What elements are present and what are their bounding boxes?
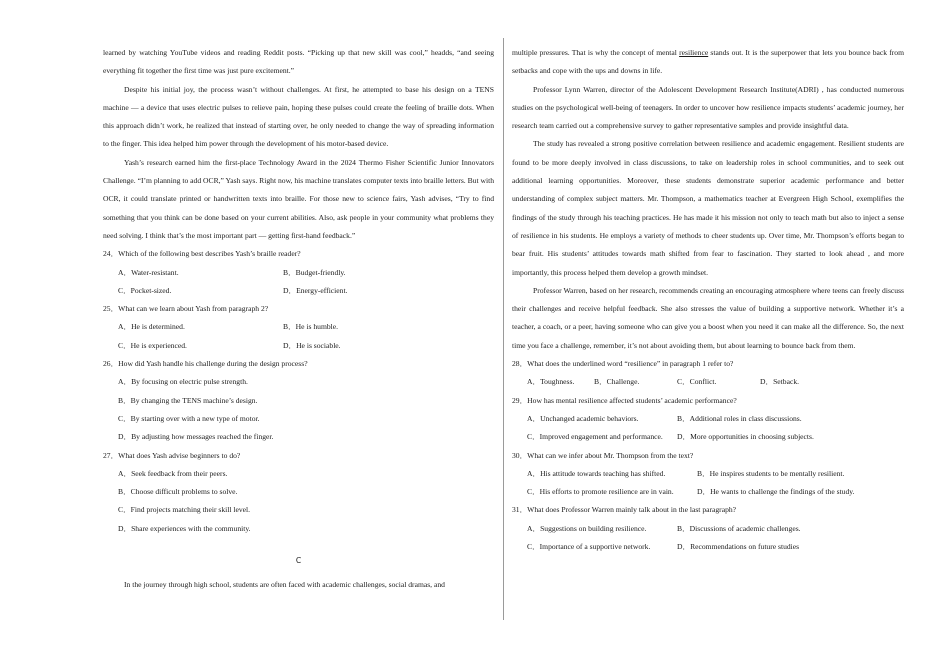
question-stem: 30．What can we infer about Mr. Thompson from the text? bbox=[512, 450, 694, 460]
question-stem: 29．How has mental resilience affected students’ academic performance? bbox=[512, 395, 737, 405]
paragraph: Yash’s research earned him the first-place Technology Award in the 2024 Thermo Fisher Scientific Junior Innovators Challenge. “I’m planning to add OCR,” Yash says. Right now, his machine translates computer texts into braille letters. But with OCR, it could translate printed or handwritten texts into braille. For those new to science fairs, Yash advises, “Try to find something that you think can be done based on your current abilities. Also, ask people in your community what problems they need solving. I think that’s the most important part — getting first-hand feedback.” bbox=[103, 157, 494, 240]
left-column bbox=[103, 44, 494, 595]
right-column bbox=[512, 44, 904, 556]
option-b[interactable]: B．Additional roles in class discussions. bbox=[677, 413, 802, 423]
option-d[interactable]: D．By adjusting how messages reached the finger. bbox=[118, 432, 274, 442]
option-c[interactable]: C．Importance of a supportive network. bbox=[527, 542, 651, 552]
option-d[interactable]: D．He is sociable. bbox=[283, 340, 341, 350]
question-stem: 24．Which of the following best describes Yash’s braille reader? bbox=[103, 249, 301, 259]
option-a[interactable]: A．Unchanged academic behaviors. bbox=[527, 413, 639, 423]
option-a[interactable]: A．He is determined. bbox=[118, 322, 185, 332]
option-a[interactable]: A．Suggestions on building resilience. bbox=[527, 523, 647, 533]
options-row bbox=[103, 337, 494, 355]
option-c[interactable]: C．Find projects matching their skill level. bbox=[118, 505, 251, 515]
option-b[interactable]: B．He inspires students to be mentally resilient. bbox=[697, 468, 845, 478]
question-25 bbox=[103, 300, 494, 355]
option-c[interactable]: C．Improved engagement and performance. bbox=[527, 432, 663, 442]
options-row bbox=[512, 465, 904, 483]
option-d[interactable]: D．Recommendations on future studies bbox=[677, 542, 800, 552]
option-d[interactable]: D．Setback. bbox=[760, 377, 800, 387]
option-c[interactable]: C．His efforts to promote resilience are in vain. bbox=[527, 487, 674, 497]
option-a[interactable]: A．By focusing on electric pulse strength. bbox=[118, 377, 248, 387]
options-row bbox=[103, 282, 494, 300]
option-c[interactable]: C．Conflict. bbox=[677, 377, 717, 387]
option-d[interactable]: D．Energy-efficient. bbox=[283, 285, 348, 295]
option-b[interactable]: B．Discussions of academic challenges. bbox=[677, 523, 801, 533]
option-b[interactable]: B．He is humble. bbox=[283, 322, 339, 332]
options-row bbox=[512, 373, 904, 391]
text-run: stands out. It is the superpower that lets you bounce back from setbacks and cope with the ups and downs in life. bbox=[512, 48, 904, 76]
question-stem: 31．What does Professor Warren mainly talk about in the last paragraph? bbox=[512, 505, 737, 515]
options-row bbox=[512, 428, 904, 446]
options-row bbox=[512, 538, 904, 556]
text-run: multiple pressures. That is why the concept of mental bbox=[512, 48, 680, 57]
option-b[interactable]: B．Challenge. bbox=[594, 377, 640, 387]
option-b[interactable]: B．Choose difficult problems to solve. bbox=[118, 487, 238, 497]
options-row bbox=[512, 410, 904, 428]
options-row bbox=[512, 483, 904, 501]
question-27 bbox=[103, 447, 494, 538]
option-a[interactable]: A．Toughness. bbox=[527, 377, 575, 387]
options-row bbox=[512, 520, 904, 538]
paragraph: Professor Lynn Warren, director of the Adolescent Development Research Institute(ADRI) , has conducted numerous studies on the psychological well-being of teenagers. In order to uncover how resilience impacts students’ academic journey, her research team carried out a comprehensive survey to gather representative samples and provide insightful data. bbox=[512, 84, 904, 131]
option-d[interactable]: D．He wants to challenge the findings of the study. bbox=[697, 487, 855, 497]
option-c[interactable]: C．Pocket-sized. bbox=[118, 285, 172, 295]
paragraph bbox=[512, 44, 904, 81]
section-heading: C bbox=[295, 556, 302, 566]
paragraph: Professor Warren, based on her research, recommends creating an encouraging atmosphere where teens can freely discuss their challenges and receive helpful feedback. She also stresses the value of building a supportive network. Whether it’s a teacher, a coach, or a peer, having someone who can give you a boost when you need it can make all the difference. So, the next time you face a challenge, remember, it’s not about avoiding them, but about learning to bounce back from them. bbox=[512, 285, 904, 350]
question-29 bbox=[512, 392, 904, 447]
option-a[interactable]: A．Seek feedback from their peers. bbox=[118, 468, 228, 478]
options-row bbox=[103, 318, 494, 336]
question-31 bbox=[512, 501, 904, 556]
column-divider bbox=[503, 38, 504, 620]
option-b[interactable]: B．Budget-friendly. bbox=[283, 267, 346, 277]
option-a[interactable]: A．Water-resistant. bbox=[118, 267, 179, 277]
option-a[interactable]: A．His attitude towards teaching has shifted. bbox=[527, 468, 666, 478]
paragraph: learned by watching YouTube videos and reading Reddit posts. “Picking up that new skill was cool,” headds, “and seeing everything fit together the first time was just pure excitement.” bbox=[103, 48, 494, 76]
paragraph: The study has revealed a strong positive correlation between resilience and academic engagement. Resilient students are found to be more deeply involved in class discussions, to take on leadership roles in school communities, and to seek out additional learning opportunities. Moreover, these students demonstrate superior academic performance and better understanding of complex subject matters. Mr. Thompson, a mathematics teacher at Evergreen High School, exemplifies the findings of the study through his teaching practices. He has made it his mission not only to teach math but also to inject a sense of resilience in his students. He employs a variety of methods to cheer students up. Over time, Mr. Thompson’s efforts began to bear fruit. His students’ attitudes towards math shifted from fear to fascination. They started to look ahead , and more importantly, this process helped them develop a growth mindset. bbox=[512, 139, 904, 277]
question-stem: 27．What does Yash advise beginners to do? bbox=[103, 450, 241, 460]
question-28 bbox=[512, 355, 904, 392]
option-b[interactable]: B．By changing the TENS machine’s design. bbox=[118, 395, 258, 405]
paragraph: Despite his initial joy, the process wasn’t without challenges. At first, he attempted to base his design on a TENS machine — a device that uses electric pulses to relieve pain, hoping these pulses could create the feeling of braille dots. When this approach didn’t work, he realized that instead of starting over, he only needed to change the way of spreading information to the finger. This idea helped him power through the development of his motor-based device. bbox=[103, 84, 494, 149]
question-stem: 26．How did Yash handle his challenge during the design process? bbox=[103, 359, 308, 369]
question-stem: 25．What can we learn about Yash from paragraph 2? bbox=[103, 304, 269, 314]
question-30 bbox=[512, 447, 904, 502]
question-26 bbox=[103, 355, 494, 446]
option-c[interactable]: C．By starting over with a new type of motor. bbox=[118, 413, 260, 423]
underlined-word: resilience bbox=[679, 48, 709, 57]
option-d[interactable]: D．Share experiences with the community. bbox=[118, 523, 251, 533]
question-stem: 28．What does the underlined word “resilience” in paragraph 1 refer to? bbox=[512, 359, 734, 369]
option-c[interactable]: C．He is experienced. bbox=[118, 340, 187, 350]
options-row bbox=[103, 264, 494, 282]
option-d[interactable]: D．More opportunities in choosing subjects. bbox=[677, 432, 814, 442]
paragraph: In the journey through high school, students are often faced with academic challenges, social dramas, and bbox=[124, 580, 445, 590]
question-24 bbox=[103, 245, 494, 300]
